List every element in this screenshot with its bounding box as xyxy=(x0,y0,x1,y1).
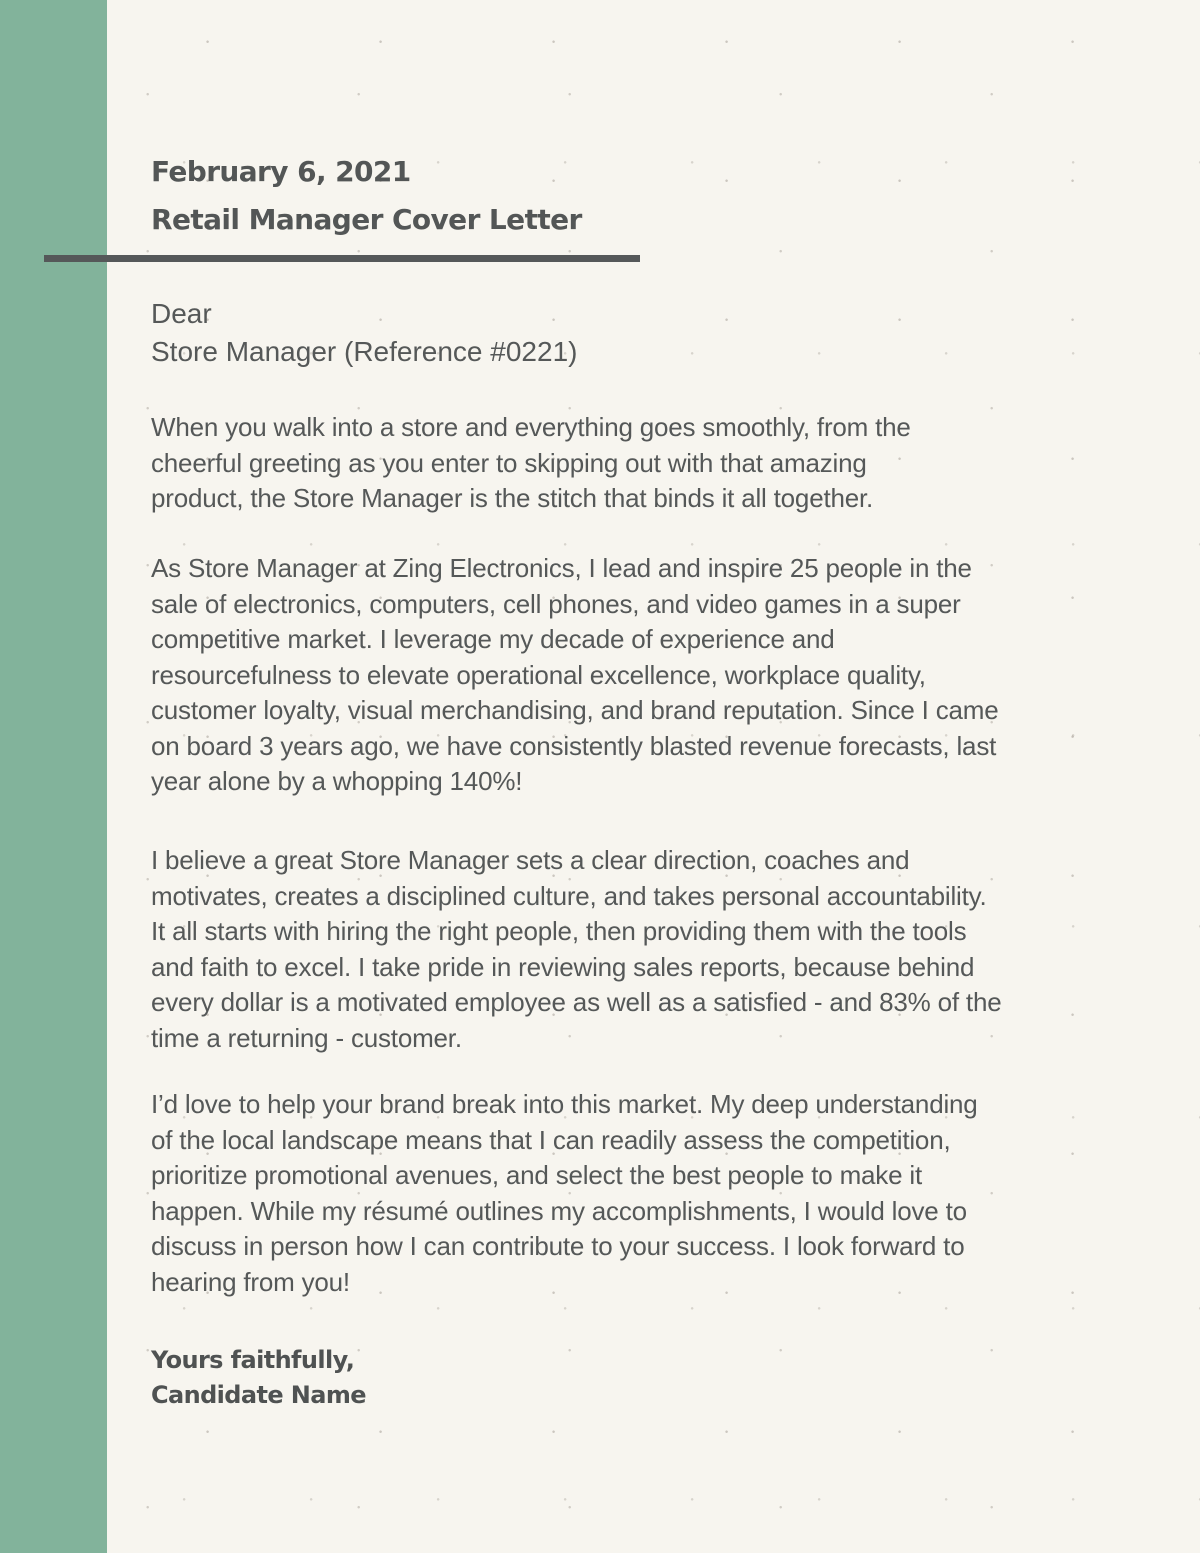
text-line: every dollar is a motivated employee as well as a satisfied - and 83% of the xyxy=(151,987,1002,1017)
text-line: resourcefulness to elevate operational excellence, workplace quality, xyxy=(151,659,926,690)
salutation xyxy=(151,295,577,371)
letter-date: February 6, 2021 xyxy=(151,155,411,188)
body-paragraph-2 xyxy=(151,551,1141,800)
text-line: year alone by a whopping 140%! xyxy=(151,766,523,796)
salutation-recipient: Store Manager (Reference #0221) xyxy=(151,336,578,367)
text-line: competitive market. I leverage my decade of experience and xyxy=(151,624,835,654)
text-line: I believe a great Store Manager sets a clear direction, coaches and xyxy=(151,845,910,875)
text-line: on board 3 years ago, we have consistently blasted revenue forecasts, last xyxy=(151,730,997,761)
text-line: product, the Store Manager is the stitch that binds it all together. xyxy=(151,483,874,513)
text-line: As Store Manager at Zing Electronics, I lead and inspire 25 people in the xyxy=(151,553,972,583)
text-line: discuss in person how I can contribute to your success. I look forward to xyxy=(151,1231,965,1261)
signer-name: Candidate Name xyxy=(151,1381,366,1409)
text-line: motivates, creates a disciplined culture, and takes personal accountability. xyxy=(151,880,987,911)
text-line: hearing from you! xyxy=(151,1266,350,1297)
text-line: sale of electronics, computers, cell phones, and video games in a super xyxy=(151,588,961,619)
closing-block xyxy=(151,1343,366,1413)
text-line: happen. While my résumé outlines my accomplishments, I would love to xyxy=(151,1195,967,1226)
text-line: I’d love to help your brand break into this market. My deep understanding xyxy=(151,1089,978,1119)
text-line: customer loyalty, visual merchandising, and brand reputation. Since I came xyxy=(151,695,999,725)
signoff: Yours faithfully, xyxy=(151,1346,355,1374)
letter-title: Retail Manager Cover Letter xyxy=(151,203,582,236)
text-line: It all starts with hiring the right people, then providing them with the tools xyxy=(151,916,967,946)
header-divider xyxy=(44,255,640,262)
text-line: of the local landscape means that I can readily assess the competition, xyxy=(151,1124,951,1155)
text-line: time a returning - customer. xyxy=(151,1022,462,1053)
body-paragraph-1 xyxy=(151,410,1141,517)
body-paragraph-4 xyxy=(151,1087,1141,1300)
text-line: When you walk into a store and everything goes smoothly, from the xyxy=(151,412,911,442)
text-line: and faith to excel. I take pride in reviewing sales reports, because behind xyxy=(151,951,975,982)
salutation-line: Dear xyxy=(151,298,212,329)
accent-sidebar xyxy=(0,0,107,1553)
body-paragraph-3 xyxy=(151,843,1141,1056)
text-line: cheerful greeting as you enter to skipping out with that amazing xyxy=(151,447,867,478)
text-line: prioritize promotional avenues, and select the best people to make it xyxy=(151,1160,922,1190)
